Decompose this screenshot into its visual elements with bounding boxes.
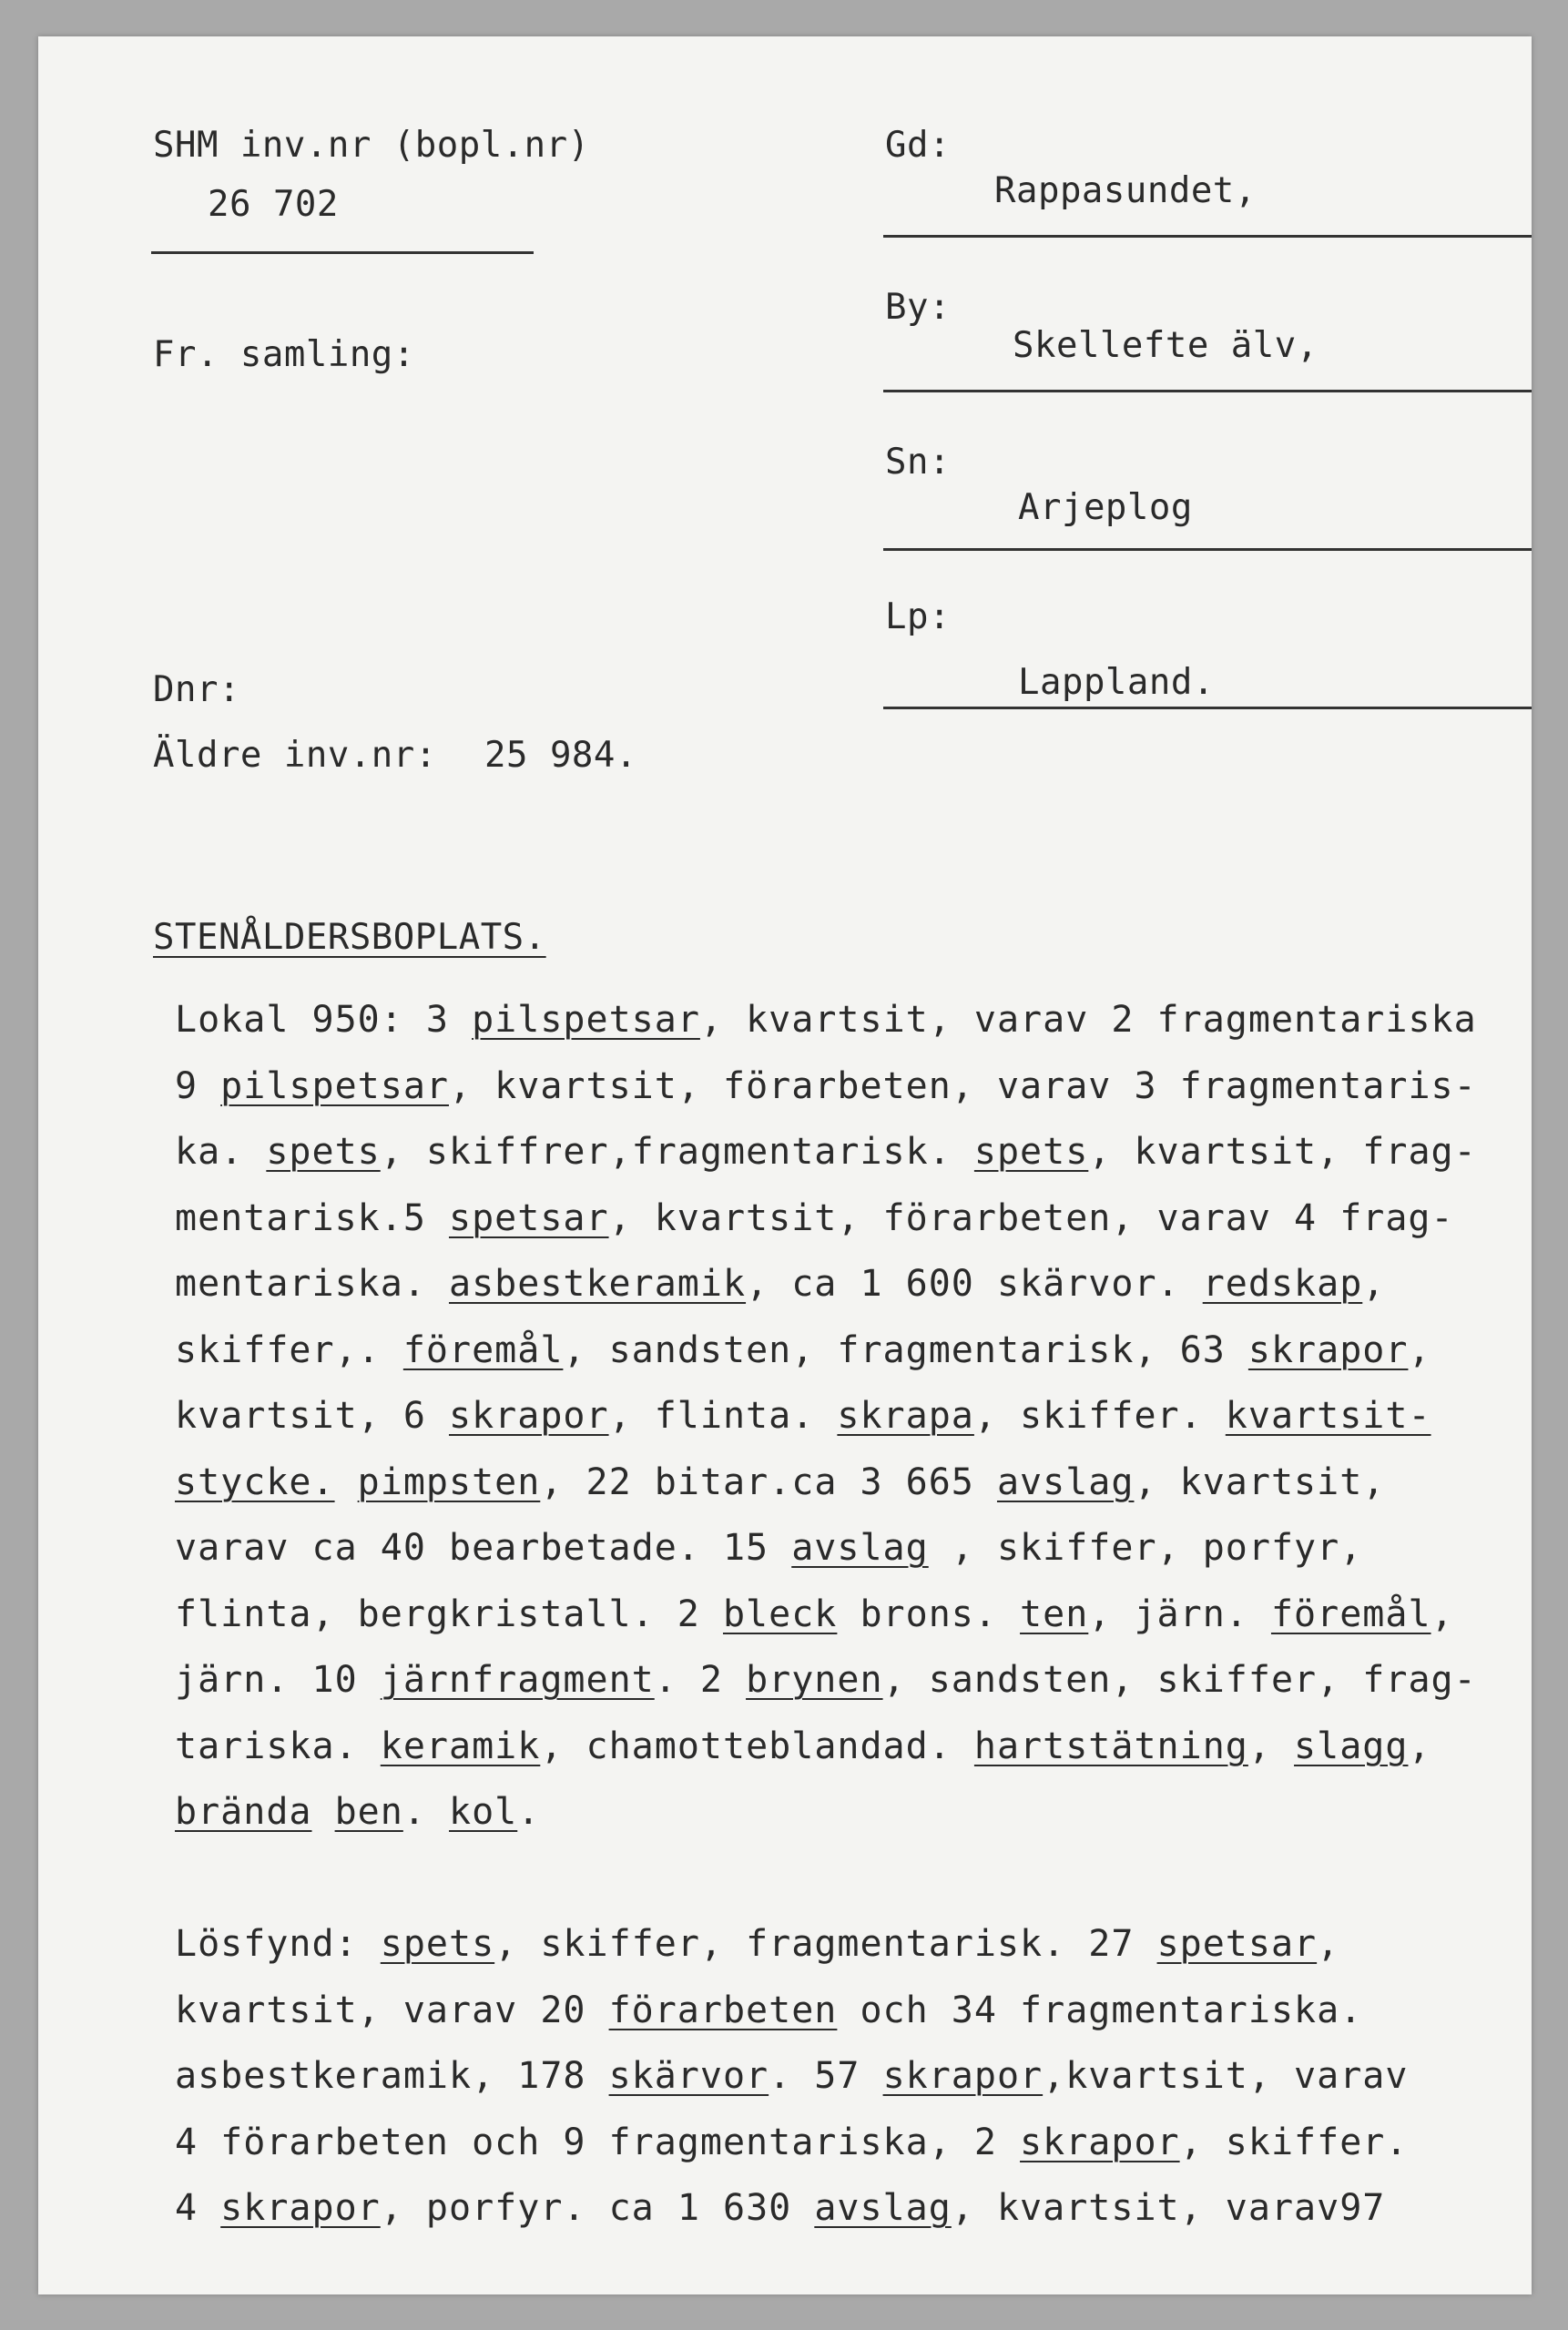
text-line [175,1923,1340,1965]
underlined-term: kol [449,1791,518,1833]
by-value: Skellefte älv, [1013,325,1319,366]
text-line [175,1263,1386,1305]
underlined-term: skrapor [1247,1328,1409,1371]
text-segment: ,kvartsit, varav [1043,2055,1409,2097]
underlined-term: spets [266,1131,381,1173]
shm-inv-value: 26 702 [208,184,339,225]
gd-rule [883,235,1532,238]
underlined-term: bleck [722,1592,838,1635]
text-segment: , kvartsit, varav 2 fragmentariska [699,999,1477,1041]
underlined-term: spetsar [1156,1923,1318,1965]
text-segment: , kvartsit, förarbeten, varav 3 fragmentaris- [449,1064,1477,1107]
sn-label: Sn: [885,442,951,483]
underlined-term: spetsar [448,1196,609,1239]
text-segment: Lokal 950: 3 [175,999,473,1041]
underlined-term: brynen [746,1659,883,1701]
underlined-term: järnfragment [380,1659,655,1701]
gd-label: Gd: [885,125,951,166]
text-segment: . 57 [769,2055,883,2097]
text-line [175,1328,1431,1371]
text-segment: . [517,1791,541,1833]
underlined-term: stycke. [175,1460,335,1503]
text-segment: , skiffer. [973,1395,1226,1437]
lp-rule [883,707,1532,709]
underlined-term: spets [380,1923,495,1965]
underlined-term: slagg [1294,1725,1409,1767]
text-segment: , kvartsit, varav97 [951,2187,1386,2229]
text-segment: , porfyr. ca 1 630 [380,2187,815,2229]
text-segment: mentarisk.5 [175,1196,449,1239]
text-segment: asbestkeramik, 178 [175,2055,609,2097]
underlined-term: ten [1020,1592,1089,1635]
underlined-term: keramik [380,1725,541,1767]
text-segment: , chamotteblandad. [540,1725,974,1767]
text-segment [335,1461,358,1503]
text-line [175,1989,1363,2031]
section-heading: STENÅLDERSBOPLATS. [153,917,546,958]
lp-value: Lappland. [1018,662,1215,703]
underlined-term: hartstätning [973,1725,1248,1767]
text-segment: tariska. [175,1725,381,1767]
underlined-term: ben [334,1791,403,1833]
underlined-term: förarbeten [608,1989,838,2031]
shm-underline [151,251,534,254]
underlined-term: pilspetsar [472,999,700,1041]
text-line [175,2121,1409,2163]
underlined-term: föremål [1270,1592,1431,1635]
text-segment: kvartsit, 6 [175,1395,449,1437]
text-segment: , skiffer, porfyr, [928,1527,1363,1569]
text-line [175,1460,1386,1503]
text-line [175,1064,1477,1107]
text-segment: . [402,1791,450,1833]
text-segment: järn. 10 [175,1659,381,1701]
text-line [175,1527,1363,1569]
underlined-term: föremål [402,1328,564,1371]
by-rule [883,390,1532,392]
text-line [175,1592,1454,1635]
underlined-term: redskap [1202,1263,1363,1305]
underlined-term: spets [973,1131,1089,1173]
underlined-term: skrapa [837,1395,974,1437]
text-segment: varav ca 40 bearbetade. 15 [175,1527,792,1569]
underlined-term: skrapor [220,2187,381,2229]
text-line [175,1395,1431,1437]
aldre-inv-label: Äldre inv.nr: [153,735,437,776]
text-line [175,999,1477,1041]
text-segment: ka. [175,1131,267,1173]
text-segment: , flinta. [608,1395,838,1437]
underlined-term: avslag [791,1527,929,1569]
text-segment: , skiffrer,fragmentarisk. [380,1131,974,1173]
text-line [175,2187,1386,2229]
text-segment: , [1317,1923,1340,1965]
text-segment: flinta, bergkristall. 2 [175,1592,723,1635]
by-label: By: [885,287,951,328]
underlined-term: kvartsit- [1225,1395,1431,1437]
lp-label: Lp: [885,596,951,637]
text-segment: kvartsit, varav 20 [175,1989,609,2031]
catalog-card [38,36,1532,2294]
text-segment: 9 [175,1064,221,1107]
text-line [175,1725,1431,1767]
underlined-term: pimpsten [357,1460,541,1503]
sn-rule [883,548,1532,551]
text-segment: brons. [837,1592,1021,1635]
underlined-term: asbestkeramik [448,1263,747,1305]
text-segment: , sandsten, skiffer, frag- [882,1659,1477,1701]
text-segment: , skiffer, fragmentarisk. 27 [494,1923,1157,1965]
text-line [175,1131,1477,1173]
underlined-term: skrapor [448,1395,609,1437]
text-segment: och 34 fragmentariska. [837,1989,1363,2031]
text-segment [312,1791,335,1833]
text-segment: , kvartsit, frag- [1088,1131,1477,1173]
shm-inv-label: SHM inv.nr (bopl.nr) [153,125,590,166]
underlined-term: pilspetsar [220,1064,449,1107]
underlined-term: skärvor [608,2055,769,2097]
text-segment: . 2 [654,1659,747,1701]
text-segment: , kvartsit, [1134,1460,1386,1503]
text-segment: , [1408,1328,1431,1371]
underlined-term: skrapor [882,2055,1044,2097]
text-segment: , ca 1 600 skärvor. [746,1263,1203,1305]
gd-value: Rappasundet, [994,170,1257,211]
text-segment: , kvartsit, förarbeten, varav 4 frag- [608,1196,1454,1239]
text-segment: 4 förarbeten och 9 fragmentariska, 2 [175,2121,1021,2163]
text-segment: , 22 bitar.ca 3 665 [540,1460,997,1503]
underlined-term: avslag [996,1460,1135,1503]
text-segment: Lösfynd: [175,1923,381,1965]
dnr-label: Dnr: [153,669,240,710]
text-segment: 4 [175,2187,221,2229]
text-line [175,1196,1454,1239]
underlined-term: avslag [814,2187,952,2229]
sn-value: Arjeplog [1018,487,1193,528]
text-segment: , järn. [1088,1592,1271,1635]
text-segment: , [1408,1725,1431,1767]
text-segment: , [1247,1725,1295,1767]
text-line [175,1791,541,1833]
text-segment: , skiffer. [1179,2121,1409,2163]
text-segment: , [1431,1592,1454,1635]
fr-samling-label: Fr. samling: [153,334,415,375]
text-segment: mentariska. [175,1263,449,1305]
text-line [175,1659,1477,1701]
text-segment: , sandsten, fragmentarisk, 63 [563,1328,1248,1371]
text-segment: skiffer,. [175,1328,403,1371]
aldre-inv-value: 25 984. [484,735,637,776]
text-line [175,2055,1409,2097]
underlined-term: skrapor [1020,2121,1180,2163]
text-segment: , [1362,1263,1386,1305]
underlined-term: brända [175,1791,312,1833]
